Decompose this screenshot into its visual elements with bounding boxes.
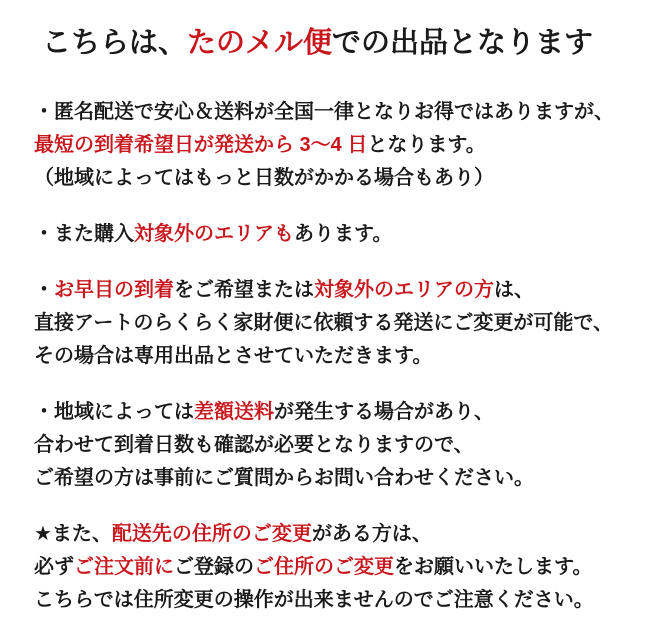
text-line: [34, 584, 650, 617]
text-line: [34, 551, 650, 584]
text-segment: ・匿名配送で安心＆送料が全国一律となりお得ではありますが、: [34, 101, 614, 123]
text-segment: ご登録の: [174, 556, 254, 578]
text-line: [34, 274, 650, 307]
title-segment: での出品となります: [332, 27, 594, 59]
text-segment: 対象外のエリアの方: [314, 279, 494, 301]
notice-body: [0, 96, 650, 617]
text-segment: ★また、: [34, 523, 112, 545]
text-segment: お早目の到着: [54, 279, 174, 301]
text-segment: となります。: [367, 134, 486, 156]
text-segment: ・: [34, 279, 54, 301]
title-segment: たのメル便: [187, 27, 333, 59]
title-segment: こちらは、: [42, 27, 188, 59]
text-segment: （地域によってはもっと日数がかかる場合もあり）: [34, 167, 494, 189]
text-segment: 直接アートのらくらく家財便に依頼する発送にご変更が可能で、: [34, 312, 613, 334]
text-segment: が発生する場合があり、: [274, 401, 494, 423]
text-segment: こちらでは住所変更の操作が出来ませんのでご注意ください。: [34, 589, 594, 611]
text-line: [34, 307, 650, 340]
text-segment: をご希望または: [174, 279, 314, 301]
paragraph: [34, 96, 650, 195]
text-segment: をお願いいたします。: [394, 556, 593, 578]
text-line: [34, 518, 650, 551]
text-segment: 対象外のエリアも: [134, 223, 294, 245]
text-segment: ご住所のご変更: [254, 556, 394, 578]
text-segment: は、: [494, 279, 534, 301]
page-title: [0, 0, 650, 62]
text-line: [34, 162, 650, 195]
text-line: [34, 429, 650, 462]
paragraph: [34, 218, 650, 251]
paragraph: [34, 274, 650, 373]
text-segment: 配送先の住所のご変更: [111, 523, 312, 545]
text-segment: ご希望の方は事前にご質問からお問い合わせください。: [34, 467, 534, 489]
text-line: [34, 218, 650, 251]
text-line: [34, 396, 650, 429]
text-segment: 最短の到着希望日が発送から 3～4 日: [34, 134, 368, 156]
text-segment: 差額送料: [194, 401, 274, 423]
text-segment: あります。: [294, 223, 393, 245]
text-segment: その場合は専用出品とさせていただきます。: [34, 345, 433, 367]
text-line: [34, 462, 650, 495]
text-line: [34, 340, 650, 373]
text-segment: がある方は、: [311, 523, 432, 545]
text-segment: ・地域によっては: [34, 401, 194, 423]
text-segment: 合わせて到着日数も確認が必要となりますので、: [34, 434, 474, 456]
paragraph: [34, 518, 650, 617]
text-line: [34, 129, 650, 162]
text-segment: ・また購入: [34, 223, 134, 245]
paragraph: [34, 396, 650, 495]
text-segment: ご注文前に: [74, 556, 174, 578]
text-segment: 必ず: [34, 556, 74, 578]
text-line: [34, 96, 650, 129]
